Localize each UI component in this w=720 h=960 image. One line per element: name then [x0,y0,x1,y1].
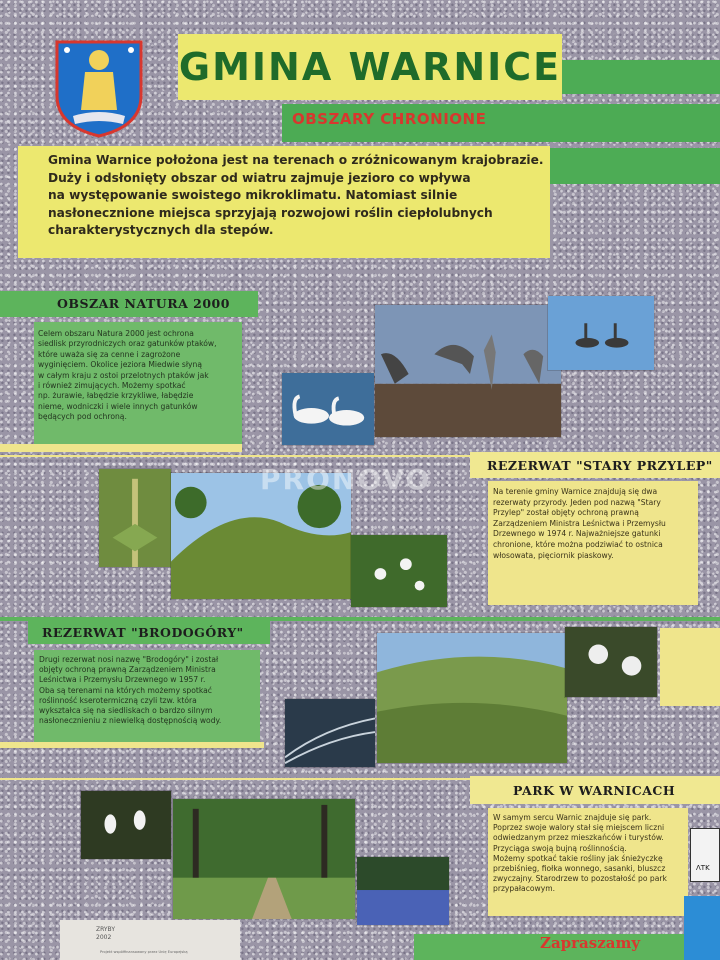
divider [0,455,470,457]
intro-line: Gmina Warnice położona jest na terenach o zróżnicowanym krajobrazie. [48,153,544,167]
park-line: Przyciąga swoją bujną roślinnością. [493,843,627,853]
grebes-photo [547,295,655,371]
brodo-line: Oba są terenami na których możemy spotkać [39,685,212,695]
natura-line: nieme, wodniczki i wiele innych gatunków [38,401,198,411]
intro-stripe [550,148,720,184]
natura-line: siedlisk przyrodniczych oraz gatunków ptaków, [38,339,217,349]
white-flowers-photo [350,534,448,608]
natura-line: wyginięciem. Okolice jeziora Miedwie słyną [38,360,202,370]
mullein-photo [98,468,172,568]
brodo-line: wykształca się na siedliskach o bardzo silnym [39,706,213,716]
stary-line: rezerwaty przyrody. Jeden pod nazwą "Stary [493,497,661,507]
blue-sticker-icon [684,896,720,960]
intro-line: charakterystycznych dla stepów. [48,223,274,237]
coat-of-arms-icon [53,38,145,138]
sponsor-label-line: ZRYBY [96,926,116,933]
stary-line: chronione, które można podziwiać to ostnica [493,539,663,549]
intro-text [48,152,548,240]
natura-line: Celem obszaru Natura 2000 jest ochrona [38,329,194,338]
natura-title: OBSZAR NATURA 2000 [57,296,230,311]
stary-line: włosowata, pięciornik piaskowy. [493,550,614,560]
stary-line: Zarządzeniem Ministra Leśnictwa i Przemysłu [493,518,666,528]
brodo-line: roślinność kserotermiczną czyli tzw. która [39,695,197,705]
stary-title: REZERWAT "STARY PRZYLEP" [487,458,713,473]
stary-text [493,487,695,561]
park-line: zwyczajny. Starodrzew to pozostałość po park [493,874,667,884]
grassy-hill-photo [376,632,568,764]
park-text [493,813,689,895]
closing-text: Zapraszamy [540,934,641,952]
brodo-right-stripe [660,628,720,706]
park-line: W samym sercu Warnic znajduje się park. [493,813,652,822]
sponsor-label [60,920,240,960]
star-flowers-photo [564,626,658,698]
bluebells-photo [356,856,450,926]
natura-panel-stripe [0,444,242,452]
natura-line: i również zimujących. Możemy spotkać [38,381,186,391]
park-line: Możemy spotkać takie rośliny jak śnieżyczkę [493,853,663,863]
fine-print: Projekt współfinansowany przez Unię Europejską [100,950,188,954]
natura-line: np. żurawie, łabędzie krzykliwe, łabędzie [38,391,194,401]
stary-line: Drzewnego w 1974 r. Najważniejsze gatunki [493,529,661,539]
intro-line: na występowanie swoistego mikroklimatu. Natomiast silnie [48,188,458,202]
natura-line: będących pod ochroną. [38,412,127,422]
divider [0,778,470,780]
park-path-photo [172,798,356,920]
brodo-line: Drugi rezerwat nosi nazwę "Brodogóry" i został [39,655,219,664]
park-line: odwiedzanym przez mieszkańców i turystów. [493,833,664,843]
page-title: GMINA WARNICE [178,34,562,100]
brodo-line: nasłonecznieniu z niewielką dostępnością wody. [39,716,222,726]
stary-line: Na terenie gminy Warnice znajdują się dwa [493,487,658,496]
intro-line: Duży i odsłonięty obszar od wiatru zajmuje jezioro co wpływa [48,170,471,185]
brodo-title: REZERWAT "BRODOGÓRY" [42,625,244,640]
brodo-line: objęty ochroną prawną Zarządzeniem Ministra [39,665,216,675]
title-stripe [562,60,720,94]
sticker-text: ΛTK [696,864,710,872]
snowdrops-photo [80,790,172,860]
sticker-icon [690,828,720,882]
brodo-line: Leśnictwa i Przemysłu Drzewnego w 1957 r. [39,675,206,685]
feather-grass-photo [284,698,376,768]
natura-line: w całym kraju z ostoi przelotnych ptaków jak [38,370,209,380]
brodo-panel-stripe [0,742,264,748]
sponsor-label-line: 2002 [96,934,112,941]
cranes-photo [374,304,562,438]
park-title: PARK W WARNICACH [513,783,676,798]
park-line: przypałacowym. [493,884,556,894]
park-line: przebiśnieg, fiołka wonnego, sasanki, bluszcz [493,864,666,874]
park-line: Poprzez swoje walory stał się miejscem liczni [493,823,665,833]
brodo-text [39,655,259,726]
natura-text [38,329,238,423]
watermark: PRONOVO [260,463,432,496]
natura-line: które uważa się za cenne i zagrożone [38,349,181,359]
stary-line: Przylep" został objęty ochroną prawną [493,508,639,518]
swans-photo [281,372,375,446]
intro-line: nasłonecznione miejsca sprzyjają rozwojowi roślin ciepłolubnych [48,205,493,220]
page-subtitle: OBSZARY CHRONIONE [292,110,487,128]
